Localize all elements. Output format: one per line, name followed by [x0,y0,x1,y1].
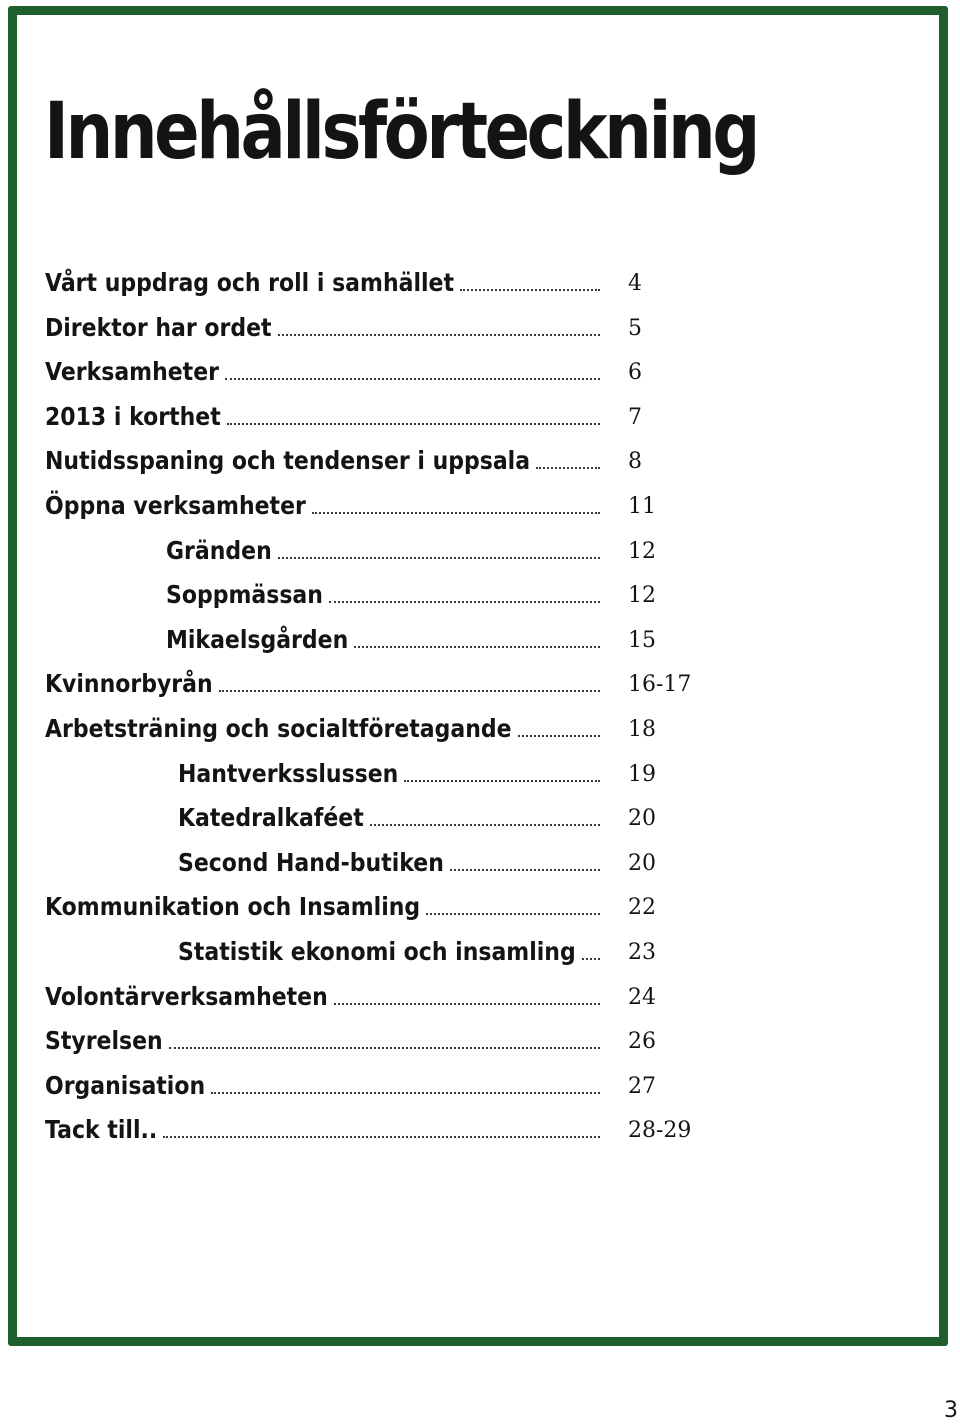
toc-entry[interactable] [0,621,960,665]
toc-dot-leader [312,512,600,514]
toc-entry[interactable] [0,1067,960,1111]
page-title: Innehållsförteckning [44,87,757,177]
toc-entry[interactable] [0,398,960,442]
toc-entry[interactable] [0,888,960,932]
toc-entry[interactable] [0,844,960,888]
toc-entry-page: 6 [628,360,642,386]
toc-entry-label: Kvinnorbyrån [45,669,213,699]
toc-entry-label: Organisation [45,1070,206,1100]
toc-entry-label: Öppna verksamheter [45,491,306,520]
toc-entry-label: Gränden [166,535,272,565]
toc-dot-leader [163,1136,600,1138]
toc-entry[interactable] [0,532,960,576]
toc-dot-leader [225,378,600,380]
toc-entry-page: 23 [628,940,656,965]
toc-dot-leader [169,1047,600,1049]
toc-entry-label: Tack till.. [45,1115,158,1145]
toc-entry-label: Second Hand-butiken [178,847,444,877]
page-number: 3 [944,1398,958,1423]
toc-entry-label: Styrelsen [45,1026,163,1056]
toc-entry-page: 15 [628,627,656,653]
toc-dot-leader [536,467,600,469]
toc-entry-page: 5 [628,315,642,341]
toc-entry[interactable] [0,978,960,1022]
toc-entry-label: Statistik ekonomi och insamling [178,937,576,966]
toc-dot-leader [370,824,600,826]
toc-entry[interactable] [0,264,960,308]
toc-entry[interactable] [0,755,960,799]
toc-entry-page: 20 [628,850,656,876]
toc-dot-leader [278,334,600,336]
toc-dot-leader [460,289,600,291]
toc-entry-page: 27 [628,1073,656,1099]
toc-entry-label: Verksamheter [45,357,219,387]
toc-entry-page: 20 [628,806,656,832]
toc-entry-page: 16-17 [628,672,692,698]
toc-entry-page: 24 [628,984,656,1010]
toc-dot-leader [227,423,600,425]
toc-entry[interactable] [0,442,960,486]
toc-dot-leader [211,1092,600,1094]
toc-entry-page: 8 [628,449,642,475]
toc-entry[interactable] [0,487,960,531]
toc-entry[interactable] [0,710,960,754]
toc-dot-leader [329,601,600,603]
toc-entry[interactable] [0,309,960,353]
toc-entry-label: 2013 i korthet [45,401,221,431]
toc-entry-page: 12 [628,538,656,564]
toc-entry-page: 26 [628,1029,656,1055]
toc-entry[interactable] [0,665,960,709]
toc-dot-leader [354,646,600,648]
toc-entry-page: 28-29 [628,1118,692,1144]
toc-entry-label: Direktor har ordet [45,312,272,342]
toc-dot-leader [518,735,600,737]
toc-entry-label: Vårt uppdrag och roll i samhället [45,268,454,297]
toc-entry-page: 4 [628,271,642,296]
toc-entry-page: 18 [628,717,656,742]
toc-entry[interactable] [0,799,960,843]
toc-dot-leader [404,780,600,782]
toc-entry-label: Arbetsträning och socialtföretagande [45,714,512,743]
toc-entry-label: Soppmässan [166,580,323,610]
toc-entry-label: Volontärverksamheten [45,981,328,1011]
toc-dot-leader [582,958,600,960]
toc-entry[interactable] [0,576,960,620]
toc-dot-leader [278,557,600,559]
toc-dot-leader [219,690,600,692]
toc-entry-page: 12 [628,583,656,609]
toc-entry-page: 19 [628,761,656,787]
toc-entry-page: 11 [628,494,656,519]
toc-dot-leader [450,869,600,871]
toc-entry-label: Katedralkaféet [178,803,364,833]
toc-entry-label: Hantverksslussen [178,758,399,788]
toc-entry-label: Mikaelsgården [166,624,349,654]
toc-entry[interactable] [0,933,960,977]
toc-entry[interactable] [0,1111,960,1155]
toc-dot-leader [334,1003,600,1005]
toc-entry-page: 7 [628,404,642,430]
toc-entry-label: Kommunikation och Insamling [45,892,421,922]
toc-entry[interactable] [0,353,960,397]
toc-dot-leader [426,913,600,915]
toc-entry[interactable] [0,1022,960,1066]
toc-entry-page: 22 [628,895,656,921]
toc-entry-label: Nutidsspaning och tendenser i uppsala [45,446,531,476]
